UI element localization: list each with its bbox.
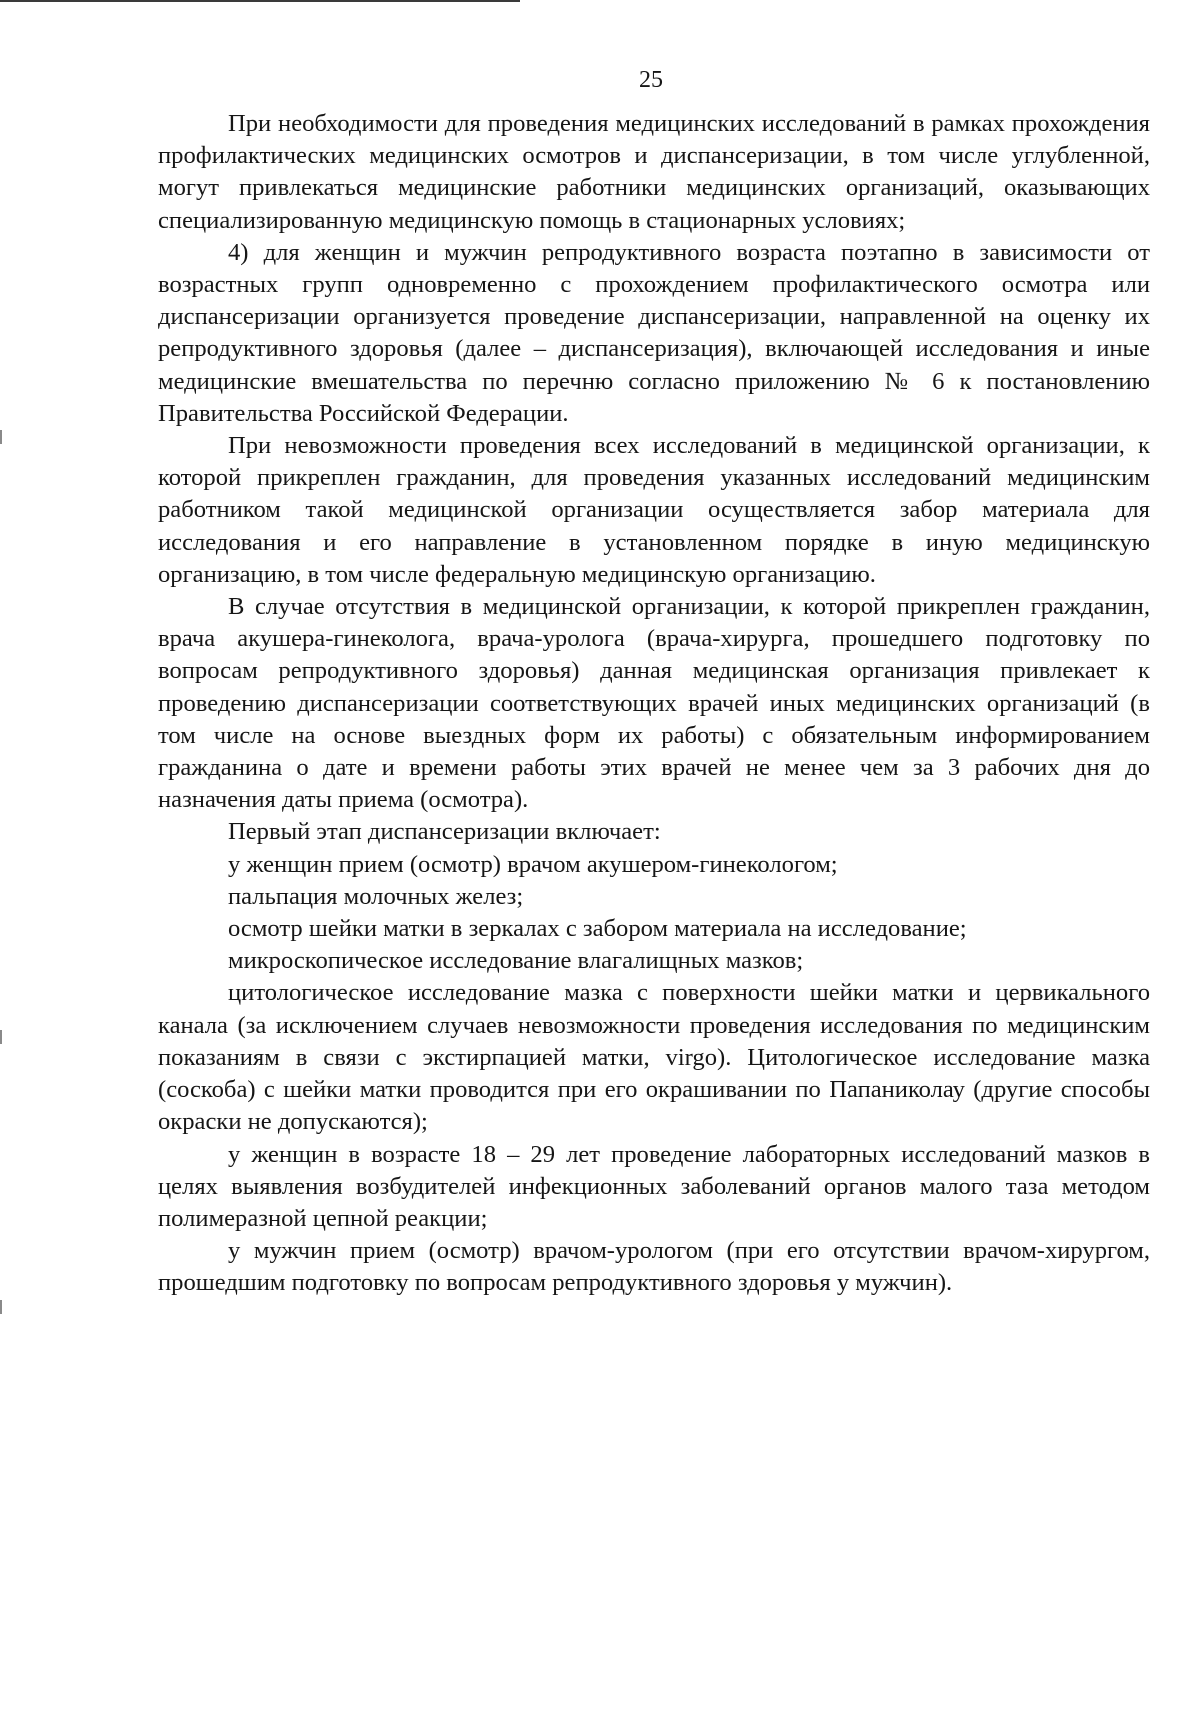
scan-edge-mark: [0, 430, 2, 444]
paragraph-microscopic-study: микроскопическое исследование влагалищных мазков;: [228, 947, 804, 975]
paragraph-reproductive-dispensarization: 4) для женщин и мужчин репродуктивного возраста поэтапно в зависимости от возрастных групп одновременно с прохождением профилактического осмотра или диспансеризации организуется проведение диспансеризации, направленной на оценку их репродуктивного здоровья (далее – диспансеризация), включающей исследования и иные медицинские вмешательства по перечню согласно приложению № 6 к постановлению Правительства Российской Федерации.: [158, 238, 1150, 427]
paragraph-cervix-exam: осмотр шейки матки в зеркалах с забором материала на исследование;: [228, 915, 967, 943]
page-number: 25: [639, 67, 663, 93]
paragraph-urologist-exam: у мужчин прием (осмотр) врачом-урологом (при его отсутствии врачом-хирургом, прошедшим подготовку по вопросам репродуктивного здоровья у мужчин).: [158, 1237, 1150, 1297]
paragraph-research-involvement: При необходимости для проведения медицинских исследований в рамках прохождения профилактических медицинских осмотров и диспансеризации, в том числе углубленной, могут привлекаться медицинские работники медицинских организаций, оказывающих специализированную медицинскую помощь в стационарных условиях;: [158, 110, 1150, 234]
paragraph-pcr-tests: у женщин в возрасте 18 – 29 лет проведение лабораторных исследований мазков в целях выявления возбудителей инфекционных заболеваний органов малого таза методом полимеразной цепной реакции;: [158, 1140, 1150, 1232]
scan-edge-mark: [0, 1300, 2, 1314]
scan-edge-mark: [0, 1030, 2, 1044]
paragraph-physician-absence: В случае отсутствия в медицинской организации, к которой прикреплен гражданин, врача акушера-гинеколога, врача-уролога (врача-хирурга, прошедшего подготовку по вопросам репродуктивного здоровья) данная медицинская организация привлекает к проведению диспансеризации соответствующих врачей иных медицинских организаций (в том числе на основе выездных форм их работы) с обязательным информированием гражданина о дате и времени работы этих врачей не менее чем за 3 рабочих дня до назначения даты приема (осмотра).: [158, 593, 1150, 814]
paragraph-sample-referral: При невозможности проведения всех исследований в медицинской организации, к которой прикреплен гражданин, для проведения указанных исследований медицинским работником такой медицинской организации осуществляется забор материала для исследования и его направление в установленном порядке в иную медицинскую организацию, в том числе федеральную медицинскую организацию.: [158, 432, 1150, 588]
paragraph-cytology: цитологическое исследование мазка с поверхности шейки матки и цервикального канала (за исключением случаев невозможности проведения исследования по медицинским показаниям в связи с экстирпацией матки, virgo). Цитологическое исследование мазка (соскоба) с шейки матки проводится при его окрашивании по Папаниколау (другие способы окраски не допускаются);: [158, 979, 1150, 1136]
paragraph-first-stage-intro: Первый этап диспансеризации включает:: [228, 818, 661, 846]
scan-top-edge-line: [0, 0, 520, 2]
paragraph-breast-palpation: пальпация молочных желез;: [228, 882, 524, 910]
document-body: [158, 108, 1150, 1300]
paragraph-gynecologist-exam: у женщин прием (осмотр) врачом акушером-гинекологом;: [228, 850, 838, 878]
